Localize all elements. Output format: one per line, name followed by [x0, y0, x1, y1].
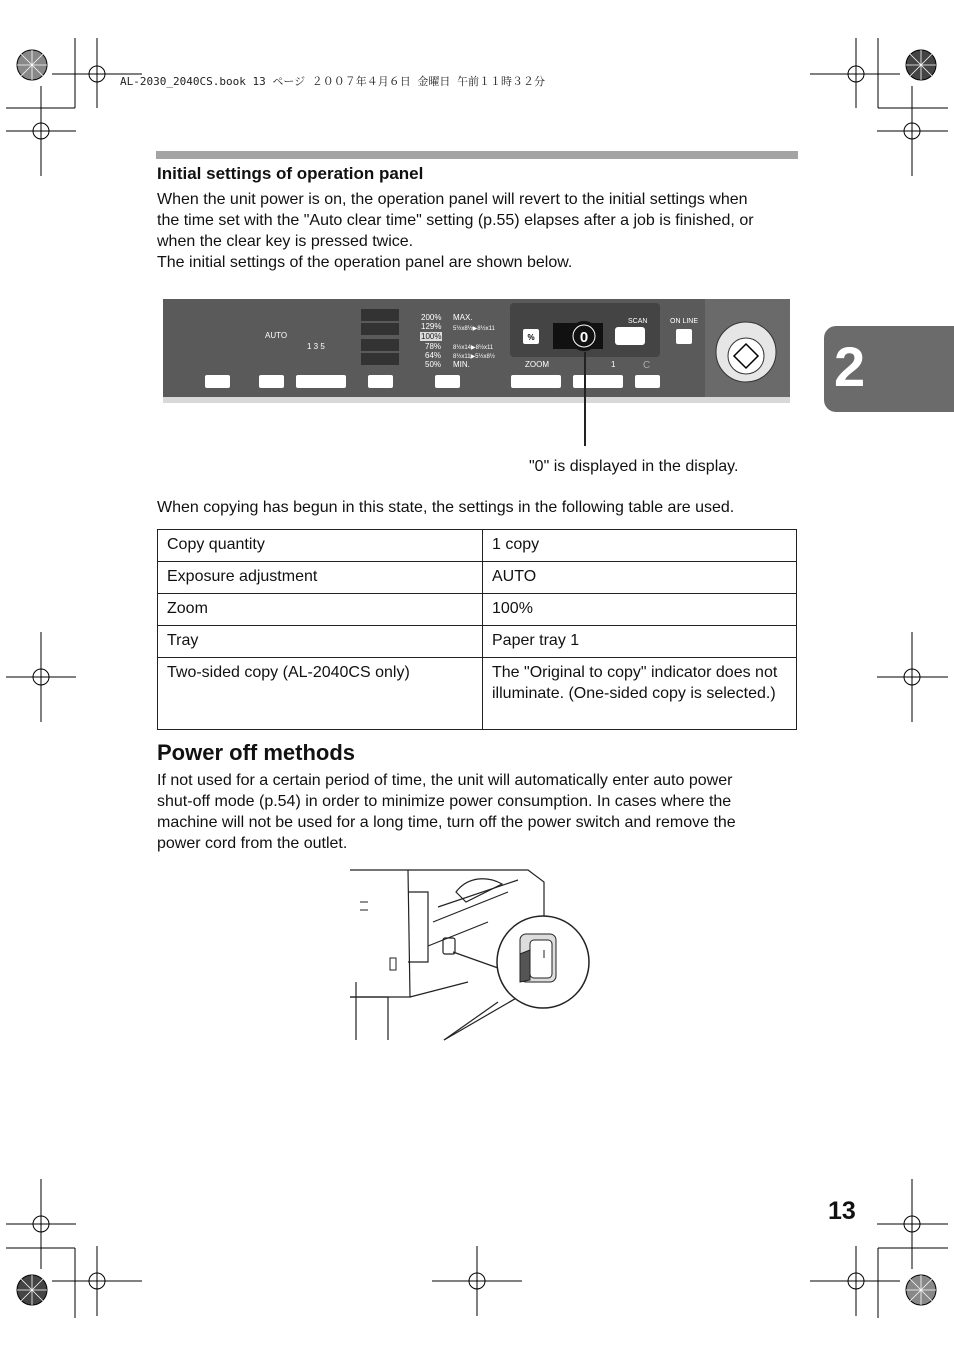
- table-row: [158, 594, 797, 626]
- page-number: 13: [828, 1197, 856, 1225]
- body-line: The initial settings of the operation panel are shown below.: [157, 254, 573, 271]
- table-intro: When copying has begun in this state, the settings in the following table are used.: [157, 499, 735, 516]
- body-line: If not used for a certain period of time, the unit will automatically enter auto power: [157, 772, 733, 789]
- section-rule: [156, 151, 798, 159]
- table-cell: Exposure adjustment: [158, 562, 483, 594]
- body-line: the time set with the "Auto clear time" setting (p.55) elapses after a job is finished, or: [157, 212, 754, 229]
- section-heading-power-off: Power off methods: [157, 740, 356, 765]
- auto-label: AUTO: [265, 331, 288, 340]
- percent-key: %: [527, 333, 535, 342]
- exposure-levels: 1 3 5: [307, 342, 325, 351]
- display-digit: 0: [579, 329, 589, 346]
- table-cell: Copy quantity: [158, 530, 483, 562]
- table-cell: Tray: [158, 626, 483, 658]
- zoom-min: MIN.: [453, 360, 470, 369]
- zoom-ratio: 129%: [421, 322, 442, 331]
- zoom-max: MAX.: [453, 313, 473, 322]
- zoom-key-label: ZOOM: [525, 360, 549, 369]
- scan-label: SCAN: [628, 318, 648, 325]
- paper-size: 5½x8½▶8½x11: [453, 326, 495, 332]
- body-line: power cord from the outlet.: [157, 835, 348, 852]
- table-cell: AUTO: [483, 562, 797, 594]
- table-row: [158, 530, 797, 562]
- table-cell: Two-sided copy (AL-2040CS only): [158, 658, 483, 730]
- paper-size: 8½x11▶5½x8½: [453, 354, 495, 360]
- body-line: machine will not be used for a long time, turn off the power switch and remove the: [157, 814, 736, 831]
- table-row: [158, 562, 797, 594]
- zoom-ratio: 50%: [425, 360, 442, 369]
- table-cell: 1 copy: [483, 530, 797, 562]
- section-heading-initial-settings: Initial settings of operation panel: [157, 164, 424, 183]
- chapter-number: 2: [834, 335, 866, 398]
- print-header: AL-2030_2040CS.book 13 ページ ２００７年４月６日 金曜日 午前１１時３２分: [120, 75, 545, 88]
- zoom-ratio: 100%: [421, 332, 442, 341]
- paper-size: 8½x14▶8½x11: [453, 345, 494, 351]
- zoom-ratio: 78%: [425, 342, 442, 351]
- chapter-tab: [824, 326, 954, 412]
- table-cell: The "Original to copy" indicator does not illuminate. (One-sided copy is selected.): [483, 658, 797, 730]
- body-line: when the clear key is pressed twice.: [157, 233, 414, 250]
- power-switch-illustration: [348, 862, 598, 1044]
- copy-count-digit: 1: [611, 360, 616, 369]
- zoom-ratio: 64%: [425, 351, 442, 360]
- online-label: ON LINE: [670, 318, 699, 325]
- body-line: When the unit power is on, the operation panel will revert to the initial settings when: [157, 191, 748, 208]
- table-cell: Paper tray 1: [483, 626, 797, 658]
- body-line: shut-off mode (p.54) in order to minimize power consumption. In cases where the: [157, 793, 732, 810]
- table-cell: Zoom: [158, 594, 483, 626]
- clear-label: C: [643, 360, 651, 371]
- table-row: [158, 626, 797, 658]
- initial-settings-table: [157, 529, 797, 730]
- zoom-ratio: 200%: [421, 313, 442, 322]
- operation-panel-illustration: [163, 299, 790, 403]
- callout-line: [584, 352, 586, 446]
- table-row: [158, 658, 797, 730]
- table-cell: 100%: [483, 594, 797, 626]
- display-caption: "0" is displayed in the display.: [529, 458, 739, 475]
